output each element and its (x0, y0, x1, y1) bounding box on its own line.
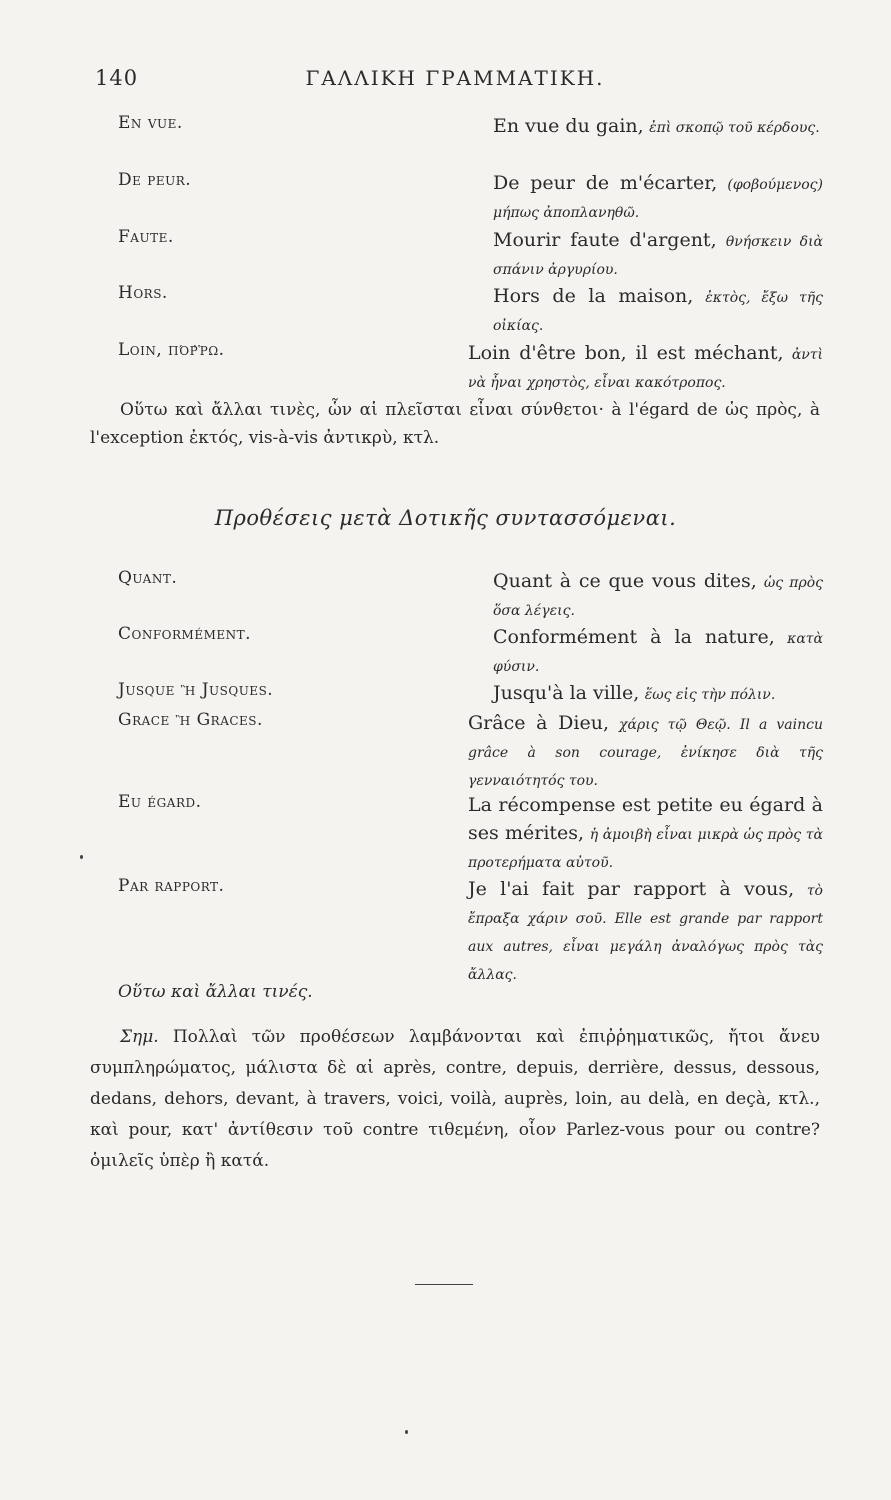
note-text: Πολλαὶ τῶν προθέσεων λαμβάνονται καὶ ἐπιῤῥηματικῶς, ἤτοι ἄνευ συμπληρώματος, μάλιστα δὲ αἱ après, contre, depuis, derrière, dessus, dessous, dedans, dehors, devant, à travers, voici, voilà, auprès, loin, au delà, en deçà, κτλ., καὶ pour, κατ' ἀντίθεσιν τοῦ contre τιθεμένη, οἷον Parlez-vous pour ou contre? ὁμιλεῖς ὑπὲρ ἢ κατά. (90, 1027, 820, 1171)
entry-term: Loin, πόῤῥω. (118, 340, 225, 360)
entry-term: Eu égard. (118, 792, 202, 812)
entry-example: La récompense est petite eu égard à ses mérites, ἡ ἀμοιβὴ εἶναι μικρὰ ὡς πρὸς τὰ προτερήματα αὐτοῦ. (468, 794, 824, 871)
entry-example: Jusqu'à la ville, ἕως εἰς τὴν πόλιν. (493, 682, 776, 704)
entry-term: Jusque ἢ Jusques. (118, 680, 274, 700)
print-speck (80, 855, 83, 859)
separator-rule (415, 1284, 473, 1285)
print-speck (405, 1430, 408, 1434)
section-heading: Προθέσεις μετὰ Δοτικῆς συντασσόμεναι. (214, 506, 677, 530)
entry-example: Mourir faute d'argent, θνήσκειν διὰ σπάνιν ἀργυρίου. (493, 229, 824, 278)
entry-example: Grâce à Dieu, χάρις τῷ Θεῷ. Il a vaincu grâce à son courage, ἐνίκησε διὰ τῆς γενναιότητός του. (468, 712, 823, 789)
entry-term: Quant. (118, 568, 178, 588)
entry-example: Conformément à la nature, κατὰ φύσιν. (493, 626, 823, 675)
entry-example: Loin d'être bon, il est méchant, ἀντὶ νὰ ἦναι χρηστὸς, εἶναι κακότροπος. (468, 342, 824, 391)
paragraph-others-2: Οὕτω καὶ ἄλλαι τινές. (118, 982, 313, 1002)
entry-example: En vue du gain, ἐπὶ σκοπῷ τοῦ κέρδους. (493, 115, 820, 137)
entry-example: De peur de m'écarter, (φοβούμενος) μήπως ἀποπλανηθῶ. (493, 172, 823, 221)
page-header (95, 66, 815, 96)
note-label: Σημ. (120, 1027, 159, 1047)
entry-term: Grace ἢ Graces. (118, 710, 263, 730)
entry-term: Par rapport. (118, 876, 225, 896)
entry-example: Je l'ai fait par rapport à vous, τὸ ἔπραξα χάριν σοῦ. Elle est grande par rapport aux autres, εἶναι μεγάλη ἀναλόγως πρὸς τὰς ἄλλας. (468, 878, 823, 983)
entry-term: Hors. (118, 283, 168, 303)
entry-example: Quant à ce que vous dites, ὡς πρὸς ὅσα λέγεις. (493, 570, 823, 619)
entry-term: Conformément. (118, 624, 252, 644)
entry-term: De peur. (118, 170, 192, 190)
footnote (90, 1022, 820, 1177)
paragraph-others: Οὕτω καὶ ἄλλαι τινὲς, ὧν αἱ πλεῖσται εἶναι σύνθετοι· à l'égard de ὡς πρὸς, à l'exception ἐκτός, vis-à-vis ἀντικρὺ, κτλ. (90, 400, 820, 448)
entry-term: Faute. (118, 227, 174, 247)
page-number: 140 (95, 66, 139, 90)
running-title: ΓΑΛΛΙΚΗ ΓΡΑΜΜΑΤΙΚΗ. (305, 66, 605, 90)
entry-term: En vue. (118, 113, 183, 133)
entry-example: Hors de la maison, ἐκτὸς, ἔξω τῆς οἰκίας. (493, 285, 824, 334)
